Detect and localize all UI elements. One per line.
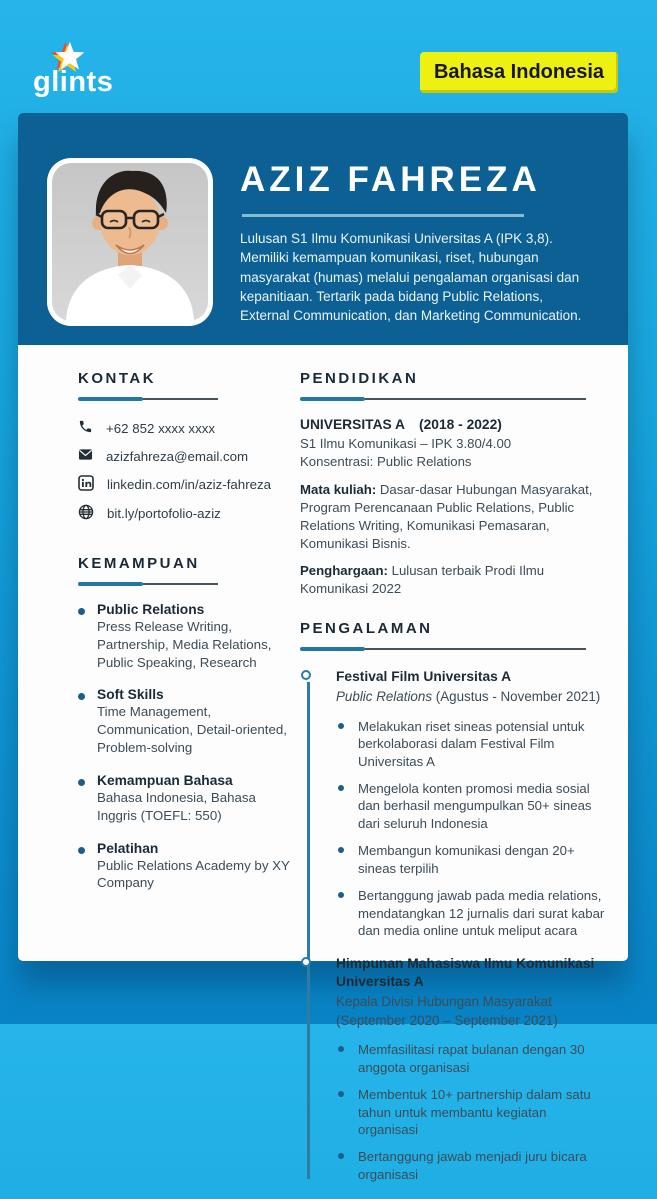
skill-group (78, 687, 290, 756)
bullet-dot-icon (338, 847, 344, 853)
language-badge (420, 52, 618, 93)
experience-bullet (336, 887, 606, 939)
experience-period: (Agustus - November 2021) (435, 689, 601, 705)
skill-group (78, 773, 290, 825)
experience-role-line (336, 993, 606, 1030)
right-column (300, 370, 606, 1199)
email-address: azizfahreza@email.com (106, 448, 249, 464)
courses-label: Mata kuliah: (300, 481, 377, 497)
globe-icon (78, 504, 94, 523)
skills-section (78, 555, 290, 892)
bullet-dot-icon (338, 892, 344, 898)
bullet-dot-icon (78, 693, 85, 700)
bullet-dot-icon (338, 1153, 344, 1159)
experience-timeline (300, 668, 606, 1183)
section-rule (78, 397, 218, 401)
bullet-dot-icon (338, 1046, 344, 1052)
education-section (300, 370, 606, 598)
education-school-line (300, 416, 606, 435)
experience-heading: PENGALAMAN (300, 620, 433, 638)
experience-bullet (336, 718, 606, 770)
experience-bullets (336, 1041, 606, 1183)
experience-entry (300, 668, 606, 939)
timeline-dot-icon (301, 670, 311, 680)
resume-card (18, 113, 628, 1182)
section-rule (78, 582, 218, 586)
portfolio-url: bit.ly/portofolio-aziz (107, 506, 221, 521)
education-block (300, 416, 606, 598)
contact-row-phone (78, 419, 290, 437)
phone-number: +62 852 xxxx xxxx (106, 420, 216, 436)
bullet-text: Memfasilitasi rapat bulanan dengan 30 anggota organisasi (358, 1042, 585, 1075)
linkedin-icon (78, 475, 94, 494)
skill-group (78, 841, 290, 893)
skill-detail: Public Relations Academy by XY Company (97, 857, 290, 891)
header-band (18, 113, 628, 345)
experience-bullet (336, 1148, 606, 1183)
section-rule (300, 397, 586, 401)
skill-group (78, 602, 290, 671)
skill-title: Public Relations (97, 602, 205, 617)
candidate-name: AZIZ FAHREZA (240, 160, 541, 199)
education-degree: S1 Ilmu Komunikasi – IPK 3.80/4.00 (300, 435, 512, 451)
bullet-text: Bertanggung jawab menjadi juru bicara organisasi (358, 1149, 587, 1182)
logo-text: glints (33, 66, 114, 98)
experience-bullet (336, 1041, 606, 1076)
contact-row-email (78, 447, 290, 465)
bullet-dot-icon (338, 785, 344, 791)
contact-heading: KONTAK (78, 370, 157, 387)
bullet-text: Membentuk 10+ partnership dalam satu tahun untuk membantu kegiatan organisasi (358, 1087, 591, 1137)
experience-role: Kepala Divisi Hubungan Masyarakat (336, 994, 552, 1010)
contact-section (78, 370, 290, 523)
left-column (78, 370, 290, 892)
experience-role-line (336, 688, 606, 707)
education-concentration: Konsentrasi: Public Relations (300, 453, 472, 469)
skill-detail: Time Management, Communication, Detail-oriented, Problem-solving (97, 704, 287, 756)
contact-list (78, 419, 290, 523)
award-text: Lulusan terbaik Prodi Ilmu Komunikasi 2022 (300, 563, 545, 597)
linkedin-url: linkedin.com/in/aziz-fahreza (107, 477, 272, 492)
skill-title: Soft Skills (97, 687, 164, 703)
skills-heading: KEMAMPUAN (78, 555, 200, 572)
experience-title: Festival Film Universitas A (336, 669, 512, 685)
profile-photo (47, 158, 213, 326)
email-icon (78, 447, 93, 465)
experience-entry (300, 955, 606, 1183)
education-heading: PENDIDIKAN (300, 370, 419, 387)
experience-bullet (336, 842, 606, 877)
contact-row-portfolio (78, 504, 290, 523)
bullet-text: Bertanggung jawab pada media relations, mendatangkan 12 jurnalis dari surat kabar dan media online untuk meliput acara (358, 888, 605, 939)
school-period: (2018 - 2022) (419, 417, 502, 432)
education-award (300, 562, 606, 598)
bullet-dot-icon (78, 779, 85, 786)
experience-bullet (336, 1086, 606, 1138)
award-label: Penghargaan: (300, 563, 388, 579)
skill-detail: Bahasa Indonesia, Bahasa Inggris (TOEFL: 550) (97, 789, 256, 823)
bullet-dot-icon (338, 1091, 344, 1097)
education-courses (300, 481, 606, 553)
bullet-dot-icon (338, 723, 344, 729)
name-divider (242, 214, 524, 217)
experience-bullet (336, 780, 606, 832)
bullet-text: Melakukan riset sineas potensial untuk berkolaborasi dalam Festival Film Universitas A (358, 718, 585, 769)
bullet-dot-icon (78, 608, 85, 615)
courses-text: Dasar-dasar Hubungan Masyarakat, Program Perencanaan Public Relations, Public Relations Writing, Komunikasi Pemasaran, Komunikasi Bisnis. (300, 481, 593, 551)
language-badge-label: Bahasa Indonesia (433, 61, 605, 83)
bullet-text: Membangun komunikasi dengan 20+ sineas terpilih (358, 843, 575, 876)
school-name: UNIVERSITAS A (300, 417, 406, 432)
profile-summary: Lulusan S1 Ilmu Komunikasi Universitas A (IPK 3,8). Memiliki kemampuan komunikasi, riset, hubungan masyarakat (humas) melalui pengalaman organisasi dan kepanitiaan. Tertarik pada bidang Public Relations, External Communication, dan Marketing Communication. (240, 231, 582, 324)
glints-logo (33, 40, 119, 106)
phone-icon (78, 419, 93, 437)
section-rule (300, 647, 586, 651)
contact-row-linkedin (78, 475, 290, 494)
skill-title: Kemampuan Bahasa (97, 772, 233, 788)
experience-bullets (336, 718, 606, 940)
experience-period: (September 2020 – September 2021) (336, 1012, 558, 1028)
experience-section (300, 620, 606, 1183)
experience-title: Himpunan Mahasiswa Ilmu Komunikasi Universitas A (336, 956, 595, 990)
skill-title: Pelatihan (97, 840, 159, 856)
skill-detail: Press Release Writing, Partnership, Media Relations, Public Speaking, Research (97, 619, 272, 670)
bullet-text: Mengelola konten promosi media sosial dan berhasil mengumpulkan 50+ sineas dari seluruh Indonesia (358, 781, 592, 831)
bullet-dot-icon (78, 847, 85, 854)
experience-role: Public Relations (336, 689, 433, 705)
timeline-dot-icon (301, 957, 311, 967)
